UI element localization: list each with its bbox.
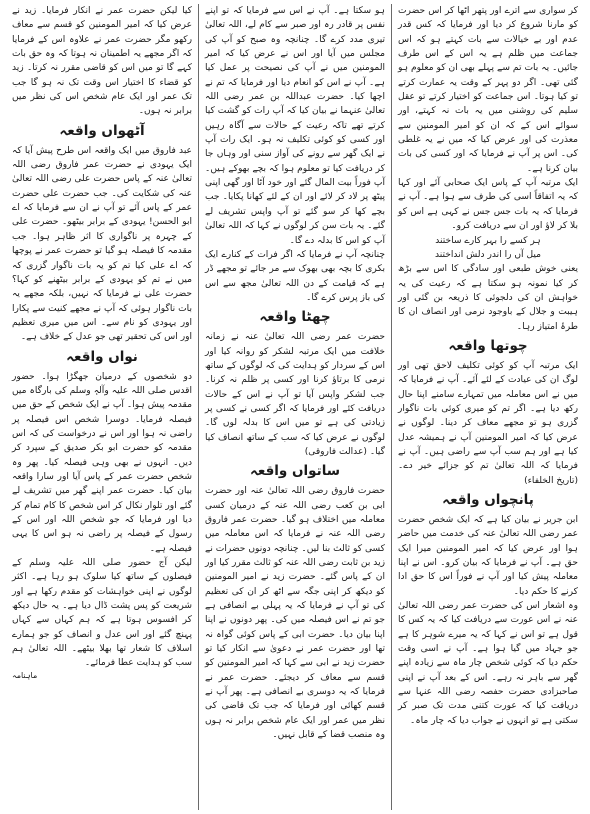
- paragraph: کر سواری سے اترے اور پتھر اٹھا کر اس حضرت کو مارنا شروع کر دیا اور فرمایا کہ کس قدر عدم اور بے خیالات سے بات کہتے ہو کہ اس جماعت میں ظلم ہے یہ اس کے اس طرف جائیں۔ یہ بات تم سے پہلے بھی ان کو معلوم ہو گئی تھی۔ اگر دو پہر کے وقت یہ عمارت کرتے تو کیا ہوتا۔ اس جماعت کو اختیار کرتے تو عقل سلیم کی روشنی میں یہ بات نہ کہتے، اور سوائے اس کے کہ ان کو امیر المومنین سے معذرت کی اور عرض کیا کہ میں نے یہ غلطی کی۔ اس پر آپ نے فرمایا کہ اور کسی کی بات بیان کرنا ہے۔: [398, 6, 578, 174]
- section-heading: نواں واقعہ: [66, 348, 138, 365]
- paragraph: ایک مرتبہ آپ کے پاس ایک صحابی آئے اور کہا کہ یہ اتفاقاً اسی کی طرف سے ہوا ہے۔ آپ نے فرمایا کہ یہ بات جس جس نے کہی ہے اس کو بلا کر لاؤ اور ان سے دریافت کرو۔: [398, 178, 578, 232]
- column-middle: [199, 4, 392, 810]
- section-heading: چوتھا واقعہ: [448, 337, 528, 354]
- verse-line: ہر کسے را بہر کارے ساختند: [435, 235, 541, 246]
- section-heading: آٹھواں واقعہ: [59, 122, 145, 139]
- column-right: [392, 4, 584, 810]
- section-heading: ساتواں واقعہ: [249, 463, 341, 480]
- paragraph: ایک مرتبہ آپ کو کوئی تکلیف لاحق تھی اور لوگ ان کی عیادت کے لئے آئے۔ آپ نے فرمایا کہ میں نے اس معاملہ میں تمہارے سامنے اپنا حال رکھ دیا ہے۔ اگر تم کو میری کوئی بات ناگوار گزری ہو تو مجھے معاف کر دینا۔ لوگوں نے عرض کیا کہ امیر المومنین آپ نے ہمیشہ عدل کیا ہے اور ہم سب آپ سے راضی ہیں۔ آپ نے فرمایا کہ اللہ تعالیٰ تم کو جزائے خیر دے۔ (تاریخ الخلفاء): [398, 360, 578, 486]
- paragraph: ہو سکتا ہے۔ آپ نے اس سے فرمایا کہ تو اپنے نفس پر قادر رہ اور صبر سے کام لے، اللہ تعالیٰ تیری مدد کرے گا۔ چنانچہ وہ صبح کو آپ کی مجلس میں آیا اور اس نے عرض کیا کہ امیر المومنین میں نے آپ کی نصیحت پر عمل کیا ہے۔ آپ نے اس کو انعام دیا اور فرمایا کہ تم نے اچھا کیا۔ حضرت عبداللہ بن عمر رضی اللہ تعالیٰ عنہما نے بیان کیا کہ آپ رات کو گشت کیا کرتے تھے تاکہ رعیت کے حالات سے آگاہ رہیں اور کسی کو کوئی تکلیف نہ ہو۔ ایک رات آپ نے ایک گھر سے رونے کی آواز سنی اور وہاں جا کر دریافت کیا تو معلوم ہوا کہ بچے بھوکے ہیں۔ آپ فوراً بیت المال گئے اور خود آٹا اور گھی اپنی پیٹھ پر لاد کر لائے اور ان کے لئے کھانا پکایا۔ جب بچے کھا کر سو گئے تو آپ واپس تشریف لے گئے۔ یہ بات سن کر لوگوں نے کہا کہ اللہ تعالیٰ آپ کو اس کا بدلہ دے گا۔: [205, 6, 385, 246]
- verse-line: میل آں را اندر دلش انداختند: [435, 249, 541, 260]
- paragraph: دو شخصوں کے درمیان جھگڑا ہوا۔ حضور اقدس صلی اللہ علیہ وآلہٖ وسلم کی بارگاہ میں مقدمہ پیش ہوا۔ آپ نے ایک شخص کے حق میں فیصلہ فرمایا۔ دوسرا شخص اس فیصلہ پر راضی نہ ہوا اور اس نے درخواست کی کہ اس مقدمہ کو حضرت ابو بکر صدیق کے سپرد کر دیں۔ انہوں نے بھی وہی فیصلہ کیا۔ پھر وہ شخص حضرت عمر کے پاس آیا اور سارا واقعہ بیان کیا۔ حضرت عمر اپنے گھر میں تشریف لے گئے اور تلوار نکال کر اس شخص کا کام تمام کر دیا اور فرمایا کہ جو شخص اللہ اور اس کے رسول کے فیصلہ پر راضی نہ ہو اس کا یہی فیصلہ ہے۔: [12, 371, 192, 554]
- paragraph: کیا لیکن حضرت عمر نے انکار فرمایا۔ زید نے عرض کیا کہ امیر المومنین کو قسم سے معاف رکھو مگر حضرت عمر نے علاوہ اس کے فرمایا کہ اگر مجھے یہ اطمینان نہ ہوتا کہ وہ حق بات کہے گا تو میں اس کو قاضی مقرر نہ کرتا۔ زید کو قضاء کا اختیار اس وقت تک نہ ہو گا جب تک عمر اور ایک عام شخص اس کی نظر میں برابر نہ ہوں۔: [12, 6, 192, 117]
- footer-mark: ماہنامہ: [12, 670, 38, 680]
- paragraph: حضرت فاروق رضی اللہ تعالیٰ عنہ اور حضرت ابی بن کعب رضی اللہ عنہ کے درمیان کسی معاملہ میں اختلاف ہو گیا۔ حضرت عمر فاروق رضی اللہ عنہ نے فرمایا کہ اس معاملہ میں کسی کو ثالث بنا لیں۔ چنانچہ دونوں حضرات نے زید بن ثابت رضی اللہ عنہ کو ثالث مقرر کیا اور ان کے پاس گئے۔ حضرت زید نے امیر المومنین کو دیکھ کر اپنی جگہ سے اٹھ کر ان کی تعظیم کی تو آپ نے فرمایا کہ یہ پہلی بے انصافی ہے جو تم نے اس فیصلہ میں کی۔ پھر دونوں نے اپنا اپنا بیان دیا۔ حضرت ابی کے پاس کوئی گواہ نہ تھا اور حضرت عمر نے دعویٰ سے انکار کیا تو حضرت زید نے ابی سے کہا کہ امیر المومنین کو قسم سے معاف کر دیجئے۔ حضرت عمر نے فرمایا کہ یہ دوسری بے انصافی ہے۔ پھر آپ نے قسم کھائی اور فرمایا کہ جب تک قاضی کی نظر میں عمر اور ایک عام شخص برابر نہ ہوں وہ منصب قضا کے قابل نہیں۔: [205, 486, 385, 741]
- section-heading: پانچواں واقعہ: [442, 492, 534, 508]
- column-left: [6, 4, 199, 810]
- paragraph: وہ اشعار اس کی حضرت عمر رضی اللہ تعالیٰ عنہ نے اس عورت سے دریافت کیا کہ یہ کس کا قول ہے تو اس نے کہا کہ یہ میرے شوہر کا ہے جو جہاد میں گیا ہوا ہے۔ آپ نے اسی وقت حکم دیا کہ کوئی شخص چار ماہ سے زیادہ اپنے گھر سے باہر نہ رہے۔ اس کے بعد آپ نے اپنی صاحبزادی حضرت حفصہ رضی اللہ عنہا سے دریافت کیا کہ عورت کتنی مدت تک صبر کر سکتی ہے تو انہوں نے جواب دیا کہ چار ماہ۔: [398, 601, 578, 726]
- paragraph: یعنی خوش طبعی اور سادگی کا اس سے بڑھ کر کیا نمونہ ہو سکتا ہے کہ رعیت کی یہ خواہش ان کی دلجوئی کا ذریعہ بن گئی اور ہیبت و جلال کے باوجود نرمی اور انصاف ان کا طرۂ امتیاز رہا۔: [398, 264, 578, 332]
- paragraph: چنانچہ آپ نے فرمایا کہ اگر فرات کے کنارے ایک بکری کا بچہ بھی بھوک سے مر جائے تو مجھے ڈر ہے کہ قیامت کے دن اللہ تعالیٰ مجھ سے اس کی باز پرس کرے گا۔: [205, 249, 385, 303]
- section-heading: چھٹا واقعہ: [259, 309, 331, 326]
- paragraph: حضرت عمر رضی اللہ تعالیٰ عنہ نے زمانہ خلافت میں ایک مرتبہ لشکر کو روانہ کیا اور اس کے سردار کو ہدایت کی کہ لوگوں کے ساتھ نرمی کا برتاؤ کرنا اور کسی پر ظلم نہ کرنا۔ جب لشکر واپس آیا تو آپ نے اس کے حالات دریافت کئے اور فرمایا کہ اگر کسی نے کسی پر زیادتی کی ہے تو میں اس کا بدلہ لوں گا۔ لوگوں نے عرض کیا کہ سب کے ساتھ انصاف کیا گیا۔ (عدالت فاروقی): [205, 332, 385, 457]
- paragraph: لیکن آج حضور صلی اللہ علیہ وسلم کے فیصلوں کے ساتھ کیا سلوک ہو رہا ہے۔ اکثر لوگوں نے اپنی خواہشات کو مقدم رکھا ہے اور شریعت کو پس پشت ڈال دیا ہے۔ یہ حال دیکھ کر افسوس ہوتا ہے کہ ہم کہاں سے کہاں پہنچ گئے اور اس عدل و انصاف کو جو ہمارے اسلاف کا شعار تھا بھلا بیٹھے۔ اللہ تعالیٰ ہم سب کو ہدایت عطا فرمائے۔: [12, 558, 192, 669]
- paragraph: ابن جریر نے بیان کیا ہے کہ ایک شخص حضرت عمر رضی اللہ تعالیٰ عنہ کی خدمت میں حاضر ہوا اور عرض کیا کہ امیر المومنین میرا ایک حق ہے۔ آپ نے فرمایا کہ بیان کرو۔ اس نے اپنا معاملہ پیش کیا اور آپ نے فوراً اس کا حق ادا کرنے کا حکم دیا۔: [398, 515, 578, 597]
- paragraph: عبد فاروق میں ایک واقعہ اس طرح پیش آیا کہ ایک یہودی نے حضرت عمر فاروق رضی اللہ تعالیٰ عنہ کے پاس حضرت علی رضی اللہ تعالیٰ عنہ کی شکایت کی۔ جب حضرت علی حضرت عمر کے پاس آئے تو آپ نے ان سے فرمایا کہ اے ابو الحسن! یہودی کے برابر بیٹھو۔ حضرت علی کے چہرہ پر ناگواری کا اثر ظاہر ہوا۔ جب مقدمہ کا فیصلہ ہو گیا تو حضرت عمر نے پوچھا کہ اے علی کیا تم کو یہ بات ناگوار گزری کہ میں نے تم کو یہودی کے برابر بیٹھنے کو کہا؟ حضرت علی نے فرمایا کہ نہیں، بلکہ مجھے یہ بات ناگوار ہوئی کہ آپ نے مجھے کنیت سے پکارا اور یہودی کو نام سے۔ اس میں میری تعظیم اور اس کی تحقیر تھی جو عدل کے خلاف ہے۔: [12, 145, 192, 343]
